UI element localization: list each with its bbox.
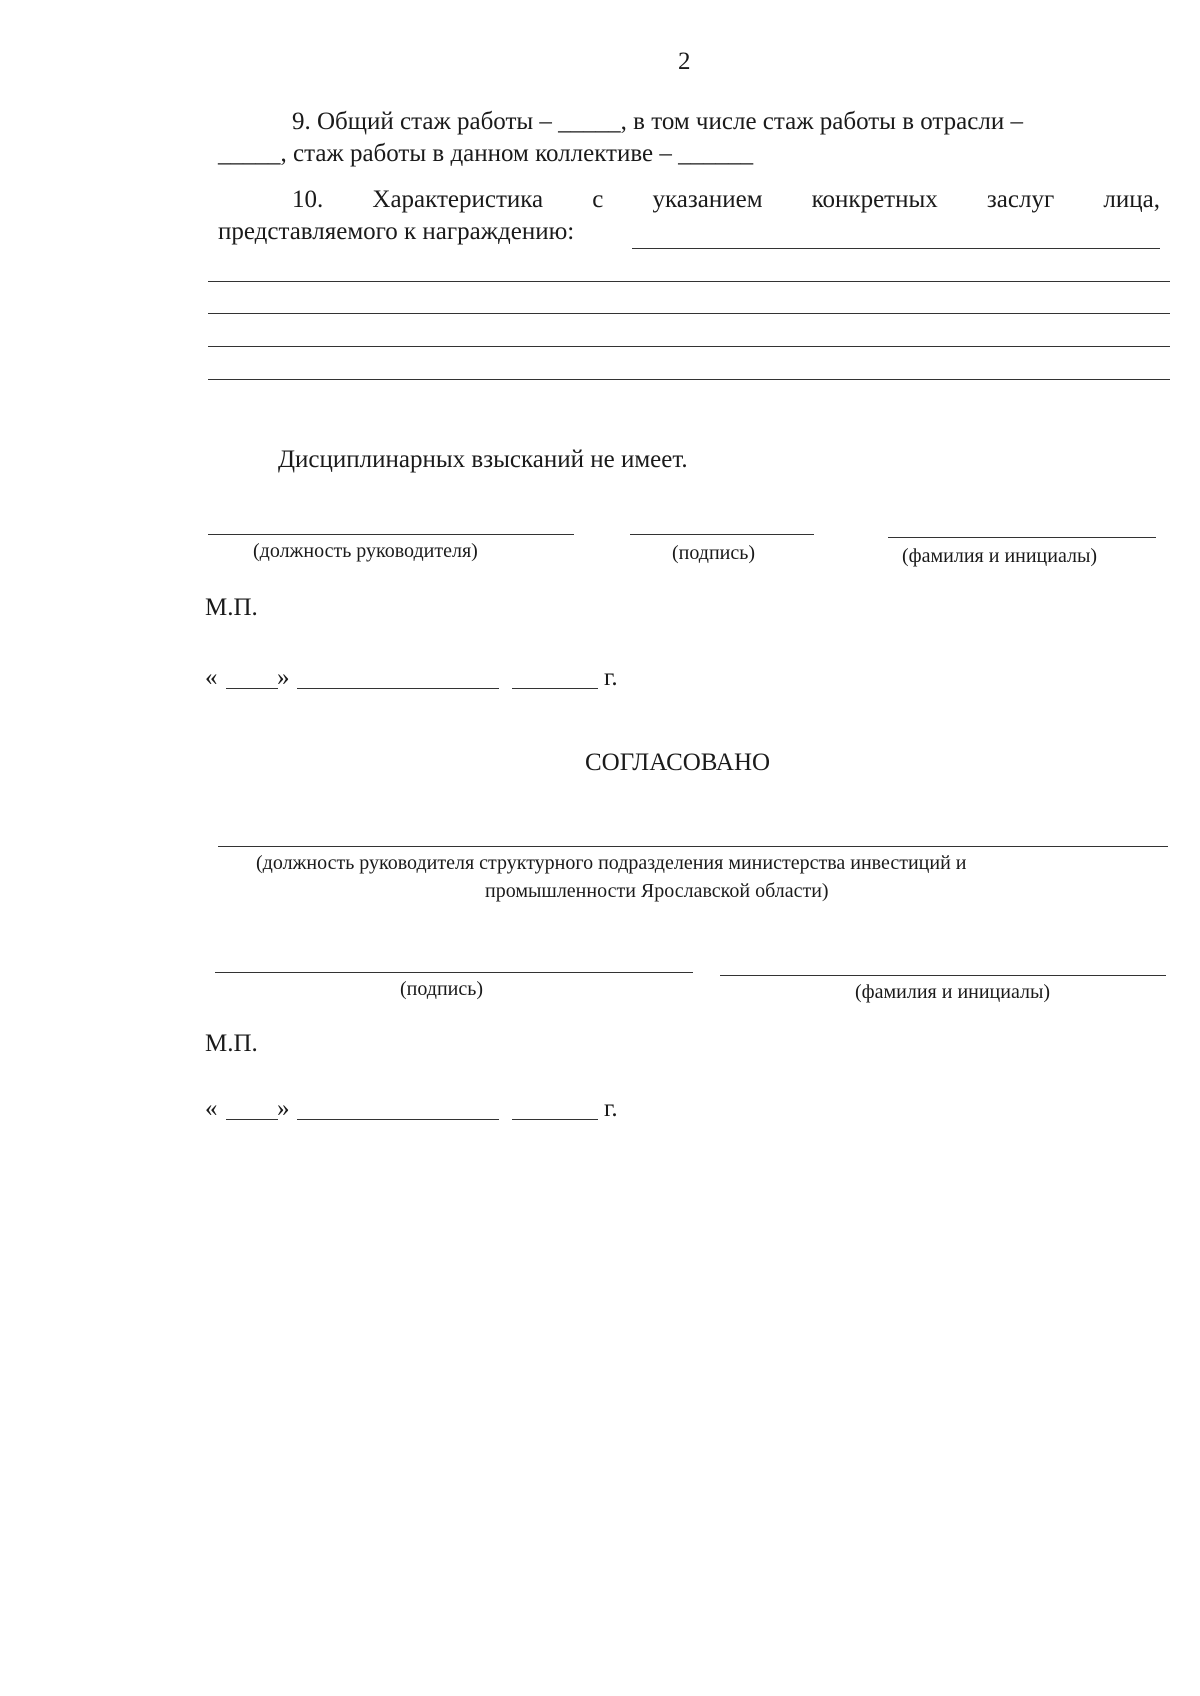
approver-name-caption: (фамилия и инициалы) [855,981,1051,1003]
page-number: 2 [678,48,691,75]
approver-year-suffix: г. [604,1095,618,1122]
characteristic-blank-line [208,379,1170,380]
item10-word: указанием [652,186,763,213]
characteristic-blank-line [208,313,1170,314]
item9-line2: _____, стаж работы в данном коллективе – ______ [218,140,754,167]
approver-month-blank [297,1119,499,1120]
position-signature-line [208,534,574,535]
no-penalties-statement: Дисциплинарных взысканий не имеет. [278,446,688,473]
characteristic-blank-line [208,346,1170,347]
year-suffix: г. [604,664,618,691]
item10-line2: представляемого к награждению: [218,218,575,245]
date-open-quote: « [205,664,218,691]
approver-signature-line [215,972,693,973]
date-close-quote: » [277,664,290,691]
name-signature-line [888,537,1156,538]
stamp-label: М.П. [205,594,258,621]
approver-year-blank [512,1119,598,1120]
approver-day-blank [226,1119,278,1120]
item10-word: 10. [292,186,324,213]
item10-word: конкретных [811,186,938,213]
item10-word: Характеристика [372,186,544,213]
characteristic-blank-first [632,248,1160,249]
item9-line1: 9. Общий стаж работы – _____, в том числе стаж работы в отрасли – [292,108,1023,135]
name-caption: (фамилия и инициалы) [902,545,1098,567]
item10-line1 [292,186,1160,214]
day-blank [226,688,278,689]
approver-stamp-label: М.П. [205,1030,258,1057]
approver-position-caption-line2: промышленности Ярославской области) [485,880,829,902]
position-caption: (должность руководителя) [253,540,478,562]
characteristic-blank-line [208,281,1170,282]
month-blank [297,688,499,689]
approved-heading: СОГЛАСОВАНО [585,749,771,776]
approver-date-open-quote: « [205,1095,218,1122]
approver-position-line [218,846,1168,847]
approver-date-close-quote: » [277,1095,290,1122]
item10-word: лица, [1103,186,1160,213]
signature-line [630,534,814,535]
signature-caption: (подпись) [672,542,756,564]
approver-position-caption: (должность руководителя структурного подразделения министерства инвестиций и [256,852,967,874]
approver-signature-caption: (подпись) [400,978,484,1000]
approver-name-line [720,975,1166,976]
item10-word: с [592,186,604,213]
item10-word: заслуг [986,186,1055,213]
year-blank [512,688,598,689]
